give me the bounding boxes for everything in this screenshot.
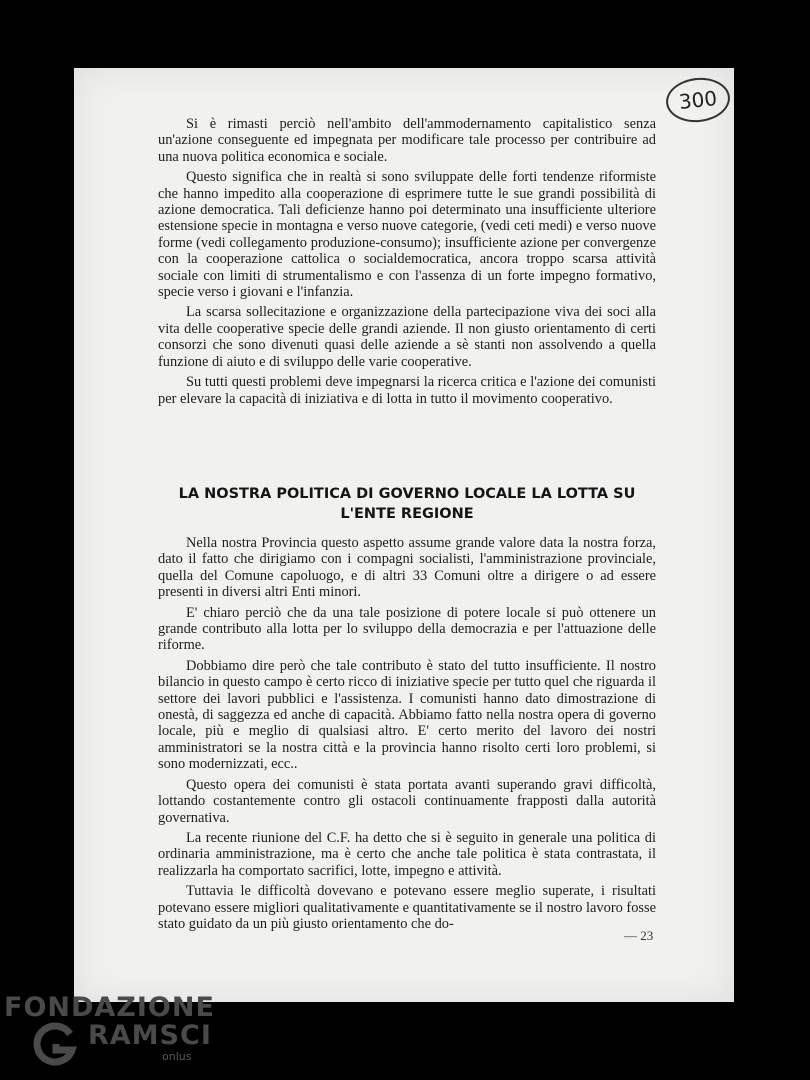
heading-line-2: L'ENTE REGIONE — [340, 506, 474, 522]
paragraph: Questo significa che in realtà si sono sviluppate delle forti tendenze riformiste che hanno impedito alla cooperazione di esprimere tutte le sue grandi possibilità di azione democratica. Tali deficienze hanno poi determinato una insufficiente ulteriore estensione specie in montagna e verso nuove categorie, (vedi ceti medi) e verso nuove forme (vedi collegamento produzione-consumo); insufficiente azione per convergenze con la cooperazione cattolica o socialdemocratica, ancora troppo scarsa attività sociale con limiti di strumentalismo e con l'assenza di un forte impegno formativo, specie verso i giovani e l'infanzia. — [158, 169, 656, 301]
paragraph: Nella nostra Provincia questo aspetto assume grande valore data la nostra forza, dato il fatto che dirigiamo con i compagni socialisti, l'amministrazione provinciale, quella del Comune capoluogo, e di altri 33 Comuni oltre a dirigere o ad essere presenti in diversi altri Enti minori. — [158, 535, 656, 601]
paragraph: E' chiaro perciò che da una tale posizione di potere locale si può ottenere un grande contributo alla lotta per lo sviluppo della democrazia e per l'attuazione delle riforme. — [158, 604, 656, 654]
paragraph: La scarsa sollecitazione e organizzazione della partecipazione viva dei soci alla vita delle cooperative specie delle grandi aziende. Il non giusto orientamento di certi consorzi che sono divenuti quasi delle aziende a sè stanti non assolvendo a quella funzione di aiuto e di sviluppo delle varie cooperative. — [158, 304, 656, 370]
paragraph: Dobbiamo dire però che tale contributo è stato del tutto insufficiente. Il nostro bilancio in questo campo è certo ricco di iniziative specie per tutto quel che riguarda il settore dei lavori pubblici e l'assistenza. I comunisti hanno dato dimostrazione di onestà, di saggezza ed anche di capacità. Abbiamo fatto nella nostra opera di governo locale, più e meglio di qualsiasi altro. E' certo merito del lavoro dei nostri amministratori se la nostra città e la provincia hanno risolto certi loro problemi, si sono modernizzati, ecc.. — [158, 657, 656, 773]
gramsci-g-logo-icon — [30, 1020, 78, 1068]
paragraph: Questo opera dei comunisti è stata portata avanti superando gravi difficoltà, lottando costantemente contro gli ostacoli continuamente frapposti dalla autorità governativa. — [158, 776, 656, 826]
paragraph: Su tutti questi problemi deve impegnarsi la ricerca critica e l'azione dei comunisti per elevare la capacità di iniziativa e di lotta in tutto il movimento cooperativo. — [158, 374, 656, 407]
top-text-block — [158, 116, 656, 411]
paragraph: Si è rimasti perciò nell'ambito dell'ammodernamento capitalistico senza un'azione conseguente ed impegnata per modificare tale processo per contribuire ad una nuova politica economica e sociale. — [158, 116, 656, 165]
section-heading — [158, 484, 656, 524]
archive-number-stamp: 300 — [664, 75, 732, 125]
watermark-line-2: RAMSCI — [88, 1020, 212, 1051]
paragraph: Tuttavia le difficoltà dovevano e potevano essere meglio superate, i risultati potevano essere migliori qualitativamente e quantitativamente se il nostro lavoro fosse stato guidato da un più giusto orientamento che do- — [158, 883, 656, 932]
document-page — [74, 68, 734, 1002]
page-number: — 23 — [624, 928, 654, 943]
heading-line-1: LA NOSTRA POLITICA DI GOVERNO LOCALE LA LOTTA SU — [178, 486, 636, 502]
bottom-text-block — [158, 535, 656, 936]
fondazione-gramsci-watermark — [0, 990, 230, 1080]
watermark-sub: onlus — [162, 1050, 192, 1063]
watermark-line-1: FONDAZIONE — [4, 992, 215, 1023]
paragraph: La recente riunione del C.F. ha detto che si è seguito in generale una politica di ordinaria amministrazione, ma è certo che anche tale politica è stata contrastata, il realizzarla ha comportato sacrifici, lotte, impegno e attività. — [158, 829, 656, 879]
